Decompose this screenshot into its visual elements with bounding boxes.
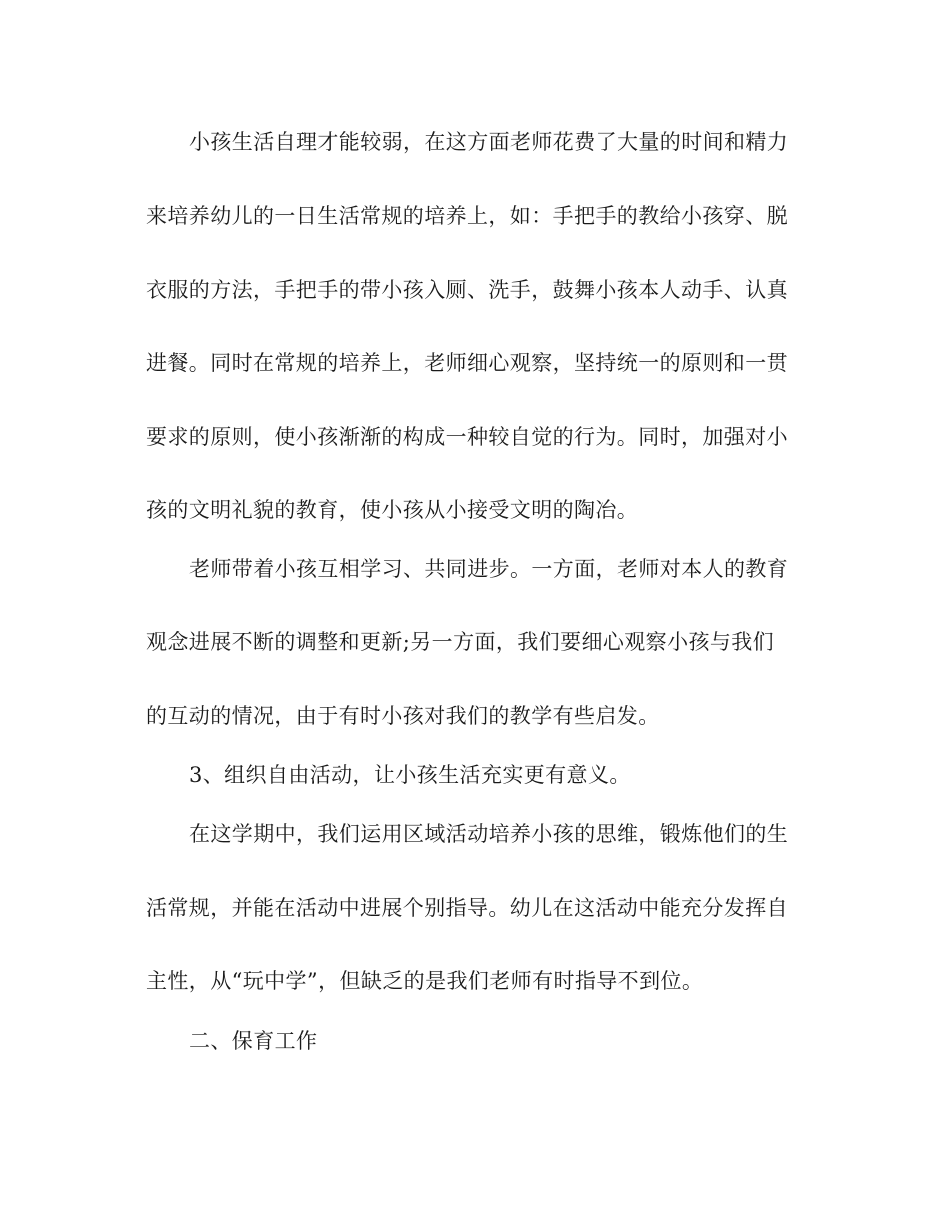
paragraph-1-line-4: 进餐。同时在常规的培养上，老师细心观察，坚持统一的原则和一贯 — [146, 351, 788, 375]
paragraph-2-line-3: 的互动的情况，由于有时小孩对我们的教学有些启发。 — [146, 704, 660, 728]
paragraph-3-line-1: 在这学期中，我们运用区域活动培养小孩的思维，锻炼他们的生 — [189, 822, 789, 846]
paragraph-1-line-3: 衣服的方法，手把手的带小孩入厕、洗手，鼓舞小孩本人动手、认真 — [146, 278, 788, 302]
paragraph-1-line-6: 孩的文明礼貌的教育，使小孩从小接受文明的陶冶。 — [146, 498, 639, 522]
paragraph-2-line-2: 观念进展不断的调整和更新;另一方面，我们要细心观察小孩与我们 — [146, 630, 775, 654]
paragraph-1-line-2: 来培养幼儿的一日生活常规的培养上，如：手把手的教给小孩穿、脱 — [146, 204, 788, 228]
paragraph-1-line-5: 要求的原则，使小孩渐渐的构成一种较自觉的行为。同时，加强对小 — [146, 425, 788, 449]
section-heading-3: 3、组织自由活动，让小孩生活充实更有意义。 — [189, 763, 631, 787]
paragraph-3-line-2: 活常规，并能在活动中进展个别指导。幼儿在这活动中能充分发挥自 — [146, 896, 788, 920]
paragraph-3-line-3: 主性，从“玩中学”，但缺乏的是我们老师有时指导不到位。 — [146, 969, 704, 993]
paragraph-2-line-1: 老师带着小孩互相学习、共同进步。一方面，老师对本人的教育 — [189, 557, 789, 581]
paragraph-1-line-1: 小孩生活自理才能较弱，在这方面老师花费了大量的时间和精力 — [189, 130, 789, 154]
section-heading-2: 二、保育工作 — [189, 1029, 318, 1053]
